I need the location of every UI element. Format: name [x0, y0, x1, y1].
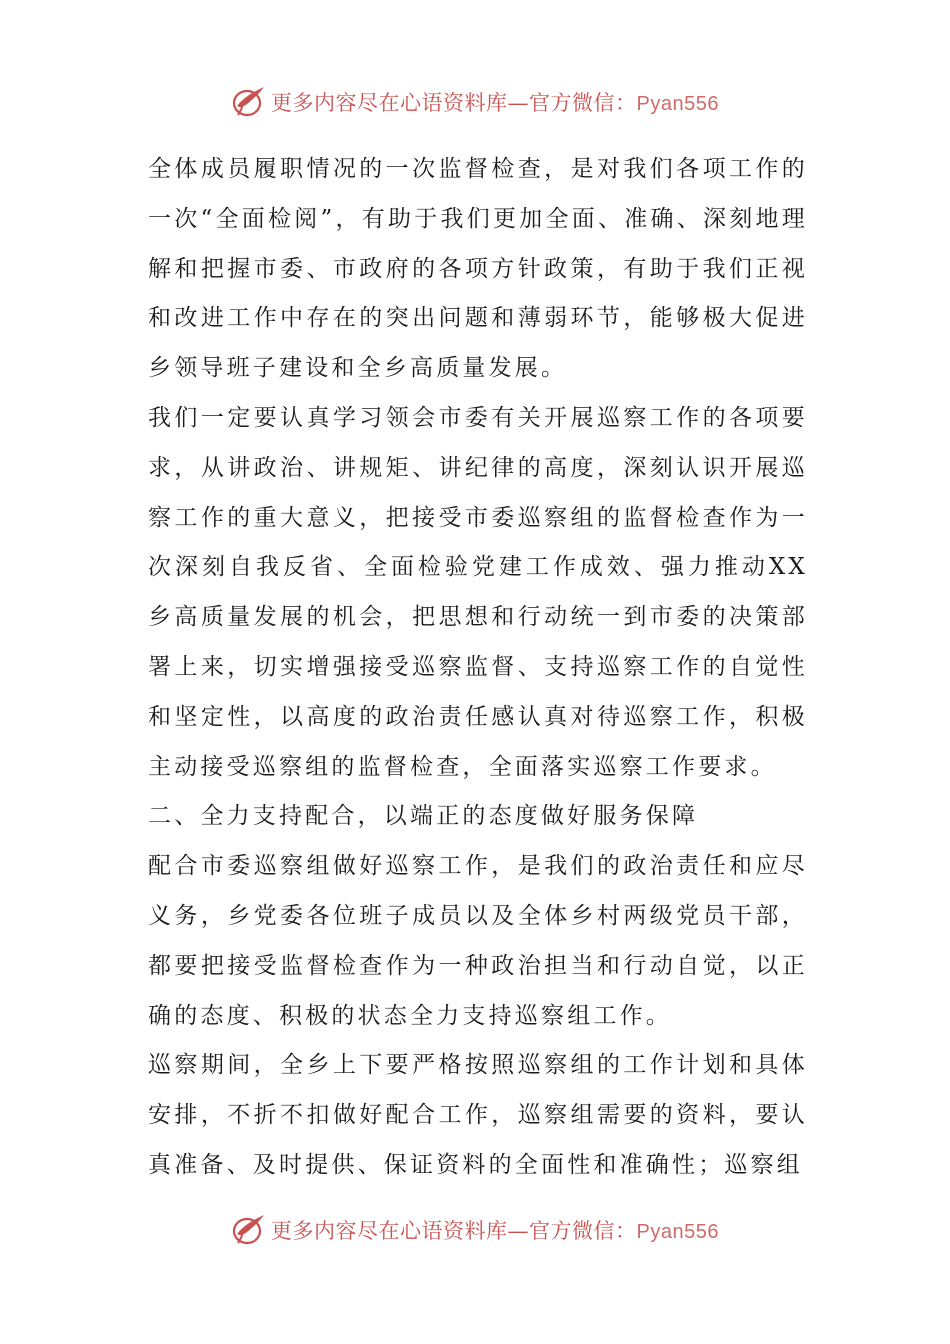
quill-logo-icon [231, 1212, 267, 1248]
body-paragraph: 配合市委巡察组做好巡察工作，是我们的政治责任和应尽义务，乡党委各位班子成员以及全体乡村两级党员干部，都要把接受监督检查作为一种政治担当和行动自觉，以正确的态度、积极的状态全力支持巡察组工作。 [148, 853, 808, 1029]
section-heading: 二、全力支持配合，以端正的态度做好服务保障 [148, 803, 699, 830]
banner-wechat-label: 官方微信： [529, 91, 637, 115]
banner-title: 更多内容尽在心语资料库 [271, 1219, 508, 1243]
banner-dash: — [507, 1219, 530, 1243]
banner-wechat-id: Pyan556 [636, 93, 719, 115]
body-paragraph: 我们一定要认真学习领会市委有关开展巡察工作的各项要求，从讲政治、讲规矩、讲纪律的高度，深刻认识开展巡察工作的重大意义，把接受市委巡察组的监督检查作为一次深刻自我反省、全面检验党建工作成效、强力推动XX乡高质量发展的机会，把思想和行动统一到市委的决策部署上来，切实增强接受巡察监督、支持巡察工作的自觉性和坚定性，以高度的政治责任感认真对待巡察工作，积极主动接受巡察组的监督检查，全面落实巡察工作要求。 [148, 404, 808, 780]
banner-title: 更多内容尽在心语资料库 [271, 91, 508, 115]
quill-logo-icon [231, 84, 267, 120]
header-banner [0, 82, 950, 122]
banner-wechat-label: 官方微信： [529, 1219, 637, 1243]
banner-wechat-id: Pyan556 [636, 1221, 719, 1243]
document-body [148, 145, 808, 1191]
body-paragraph: 巡察期间，全乡上下要严格按照巡察组的工作计划和具体安排，不折不扣做好配合工作，巡察组需要的资料，要认真准备、及时提供、保证资料的全面性和准确性；巡察组 [148, 1052, 808, 1178]
body-paragraph: 全体成员履职情况的一次监督检查，是对我们各项工作的一次“全面检阅”，有助于我们更加全面、准确、深刻地理解和把握市委、市政府的各项方针政策，有助于我们正视和改进工作中存在的突出问题和薄弱环节，能够极大促进乡领导班子建设和全乡高质量发展。 [148, 156, 808, 382]
footer-banner [0, 1210, 950, 1250]
banner-dash: — [507, 91, 530, 115]
